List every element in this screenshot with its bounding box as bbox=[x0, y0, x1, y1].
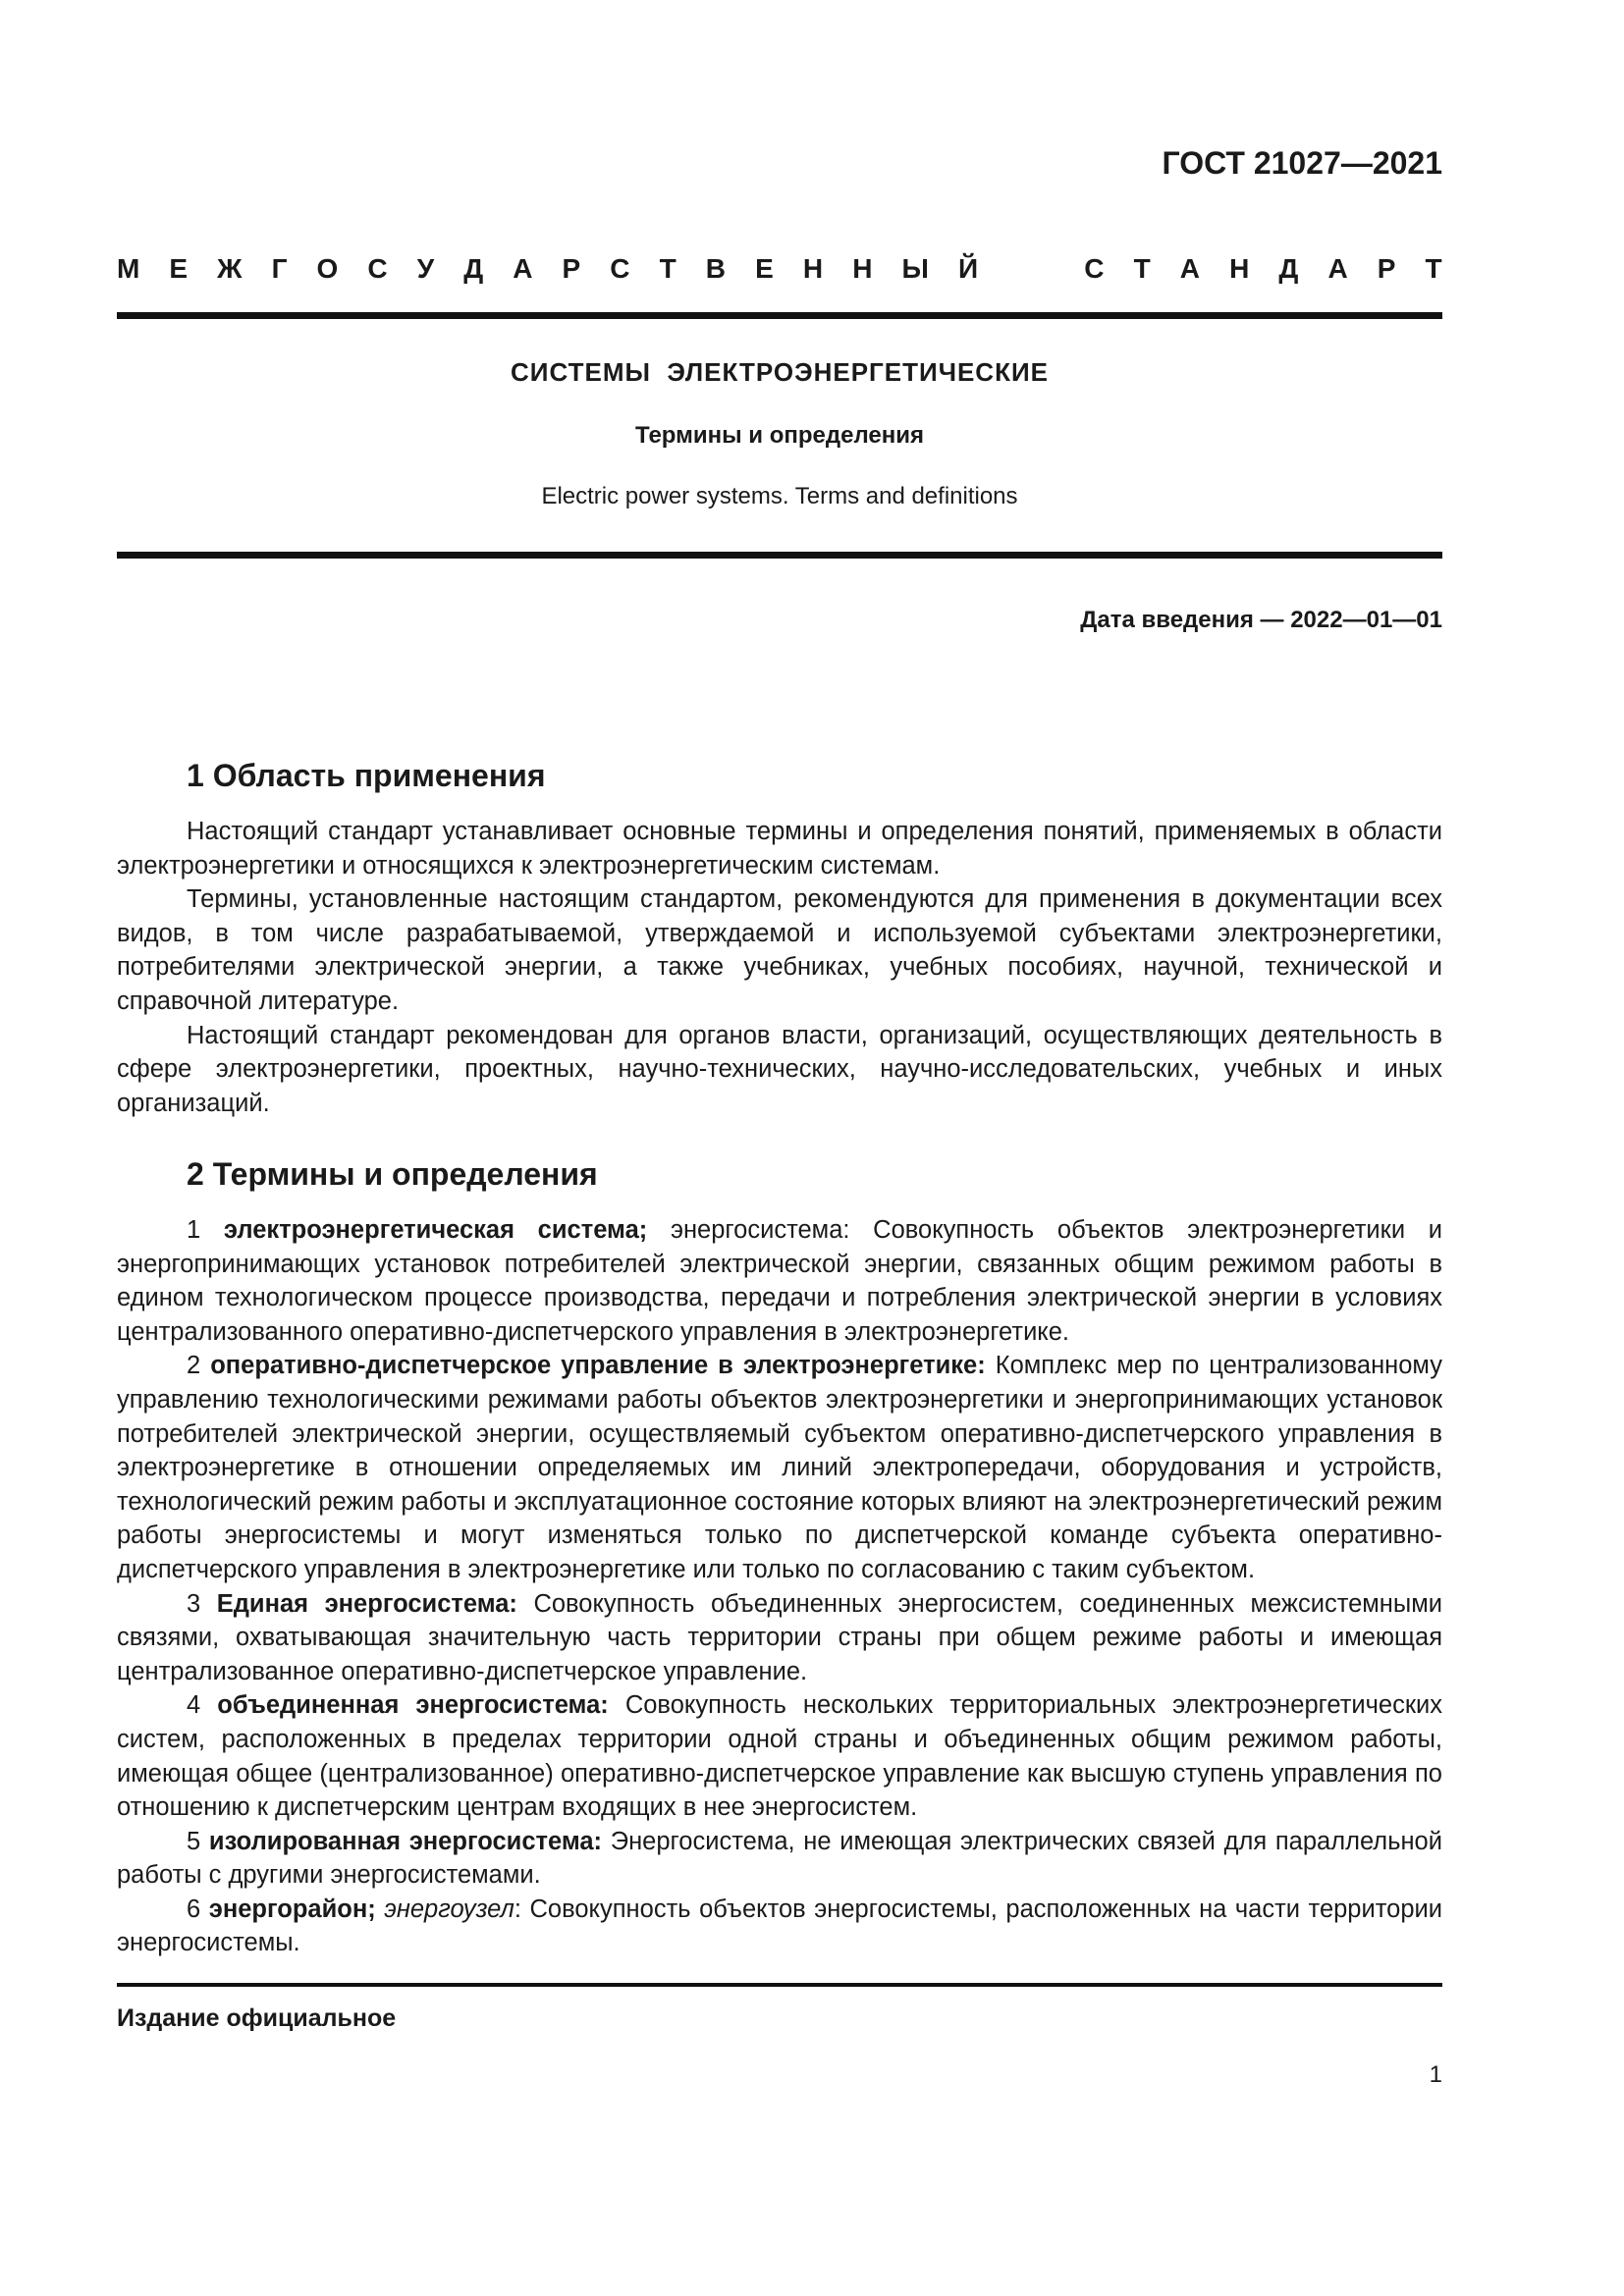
standard-kind-letter: Н bbox=[802, 253, 824, 284]
term-entry bbox=[117, 1213, 1442, 1349]
term-name: изолированная энергосистема: bbox=[208, 1827, 603, 1855]
term-entry bbox=[117, 1688, 1442, 1824]
standard-kind-letter: Т bbox=[1133, 253, 1151, 284]
standard-kind-letter: Р bbox=[562, 253, 581, 284]
standard-kind-letter: Р bbox=[1377, 253, 1396, 284]
section-1-body bbox=[117, 815, 1442, 1120]
standard-kind-letter: Д bbox=[1278, 253, 1299, 284]
term-definition: Совокупность нескольких территориальных электроэнергетических систем, расположенных в пределах территории одной страны и объединенных общим режимом работы, имеющая общее (централизованное) оперативно-диспетчерское управление как высшую ступень управления по отношению к диспетчерским центрам входящих в нее энергосистем. bbox=[117, 1691, 1442, 1822]
term-number: 1 bbox=[187, 1216, 224, 1244]
section-1-heading: 1 Область применения bbox=[187, 758, 546, 793]
standard-kind-letter: А bbox=[1327, 253, 1348, 284]
standard-kind-letter: Ы bbox=[901, 253, 929, 284]
term-number: 3 bbox=[187, 1589, 217, 1618]
footer-rule bbox=[117, 1983, 1442, 1987]
title-rule bbox=[117, 552, 1442, 559]
term-name: объединенная энергосистема: bbox=[217, 1691, 609, 1720]
standard-kind-letter: О bbox=[316, 253, 339, 284]
standard-kind-letter: С bbox=[1084, 253, 1105, 284]
standard-kind-letter: Т bbox=[659, 253, 677, 284]
standard-kind-letter: Г bbox=[271, 253, 288, 284]
document-title-english: Electric power systems. Terms and definitions bbox=[541, 483, 1018, 509]
document-subtitle: Термины и определения bbox=[634, 422, 925, 449]
standard-kind-letter: С bbox=[610, 253, 630, 284]
document-title: СИСТЕМЫ ЭЛЕКТРОЭНЕРГЕТИЧЕСКИЕ bbox=[511, 357, 1049, 387]
standard-kind-letter: Н bbox=[1229, 253, 1250, 284]
term-definition: Совокупность объединенных энергосистем, соединенных межсистемными связями, охватывающая значительную часть территории страны при общем режиме работы и имеющая централизованное оперативно-диспетчерское управление. bbox=[117, 1589, 1442, 1685]
term-number: 4 bbox=[187, 1691, 218, 1720]
term-synonym: энергоузел bbox=[375, 1895, 514, 1923]
term-entry bbox=[117, 1587, 1442, 1689]
standard-kind-letter: М bbox=[117, 253, 140, 284]
term-definition: Комплекс мер по централизованному управлению технологическими режимами работы объектов электроэнергетики и энергопринимающих установок потребителей электрической энергии, осуществляемый субъектом оперативно-диспетчерского управления в электроэнергетике в отношении определяемых им линий электропередачи, оборудования и устройств, технологический режим работы и эксплуатационное состояние которых влияют на электроэнергетический режим работы энергосистемы и могут изменяться только по диспетчерской команде субъекта оперативно-диспетчерского управления в электроэнергетике или только по согласованию с таким субъектом. bbox=[117, 1352, 1442, 1583]
section-2-body bbox=[117, 1213, 1442, 1960]
term-entry bbox=[117, 1893, 1442, 1960]
standard-kind-letter: У bbox=[416, 253, 435, 284]
term-entry bbox=[117, 1825, 1442, 1893]
standard-kind-letter: Е bbox=[755, 253, 774, 284]
standard-kind-letter: А bbox=[1179, 253, 1201, 284]
header-rule bbox=[117, 312, 1442, 319]
term-name: энергорайон; bbox=[208, 1895, 376, 1923]
standard-kind-letter: Д bbox=[463, 253, 484, 284]
term-number: 5 bbox=[187, 1827, 209, 1855]
term-number: 6 bbox=[187, 1895, 209, 1923]
term-number: 2 bbox=[187, 1352, 211, 1380]
term-definition: : Совокупность объектов электроэнергетики и энергопринимающих установок потребителей электрической энергии, связанных общим режимом работы в едином технологическом процессе производства, передачи и потребления электрической энергии в условиях централизованного оперативно-диспетчерского управления в электроэнергетике. bbox=[117, 1216, 1443, 1346]
standard-kind bbox=[117, 253, 1442, 285]
section-2-heading: 2 Термины и определения bbox=[187, 1156, 598, 1192]
intro-date: Дата введения — 2022—01—01 bbox=[1080, 607, 1442, 633]
standard-kind-letter: Н bbox=[852, 253, 873, 284]
term-definition: : Совокупность объектов энергосистемы, расположенных на части территории энергосистемы. bbox=[117, 1895, 1442, 1957]
standard-kind-letter: Е bbox=[169, 253, 189, 284]
page-number: 1 bbox=[1429, 2061, 1442, 2088]
edition-label: Издание официальное bbox=[117, 2004, 397, 2032]
standard-kind-letter: А bbox=[513, 253, 533, 284]
paragraph: Термины, установленные настоящим стандартом, рекомендуются для применения в документации всех видов, в том числе разрабатываемой, утверждаемой и используемой субъектами электроэнергетики, потребителями электрической энергии, а также учебниках, учебных пособиях, научной, технической и справочной литературе. bbox=[117, 885, 1442, 1015]
term-entry bbox=[117, 1349, 1442, 1586]
term-name: электроэнергетическая система; bbox=[223, 1216, 648, 1244]
term-name: оперативно-диспетчерское управление в электроэнергетике: bbox=[210, 1352, 986, 1380]
term-synonym: энергосистема bbox=[647, 1216, 843, 1244]
word-gap bbox=[1007, 253, 1055, 285]
standard-kind-letter: Ж bbox=[217, 253, 243, 284]
standard-kind-letter: В bbox=[705, 253, 727, 284]
standard-kind-letter: Т bbox=[1425, 253, 1442, 284]
term-name: Единая энергосистема: bbox=[216, 1589, 517, 1618]
standard-kind-letter: Й bbox=[958, 253, 979, 284]
term-definition: Энергосистема, не имеющая электрических связей для параллельной работы с другими энергосистемами. bbox=[117, 1827, 1442, 1890]
paragraph: Настоящий стандарт устанавливает основные термины и определения понятий, применяемых в области электроэнергетики и относящихся к электроэнергетическим системам. bbox=[117, 818, 1442, 880]
paragraph: Настоящий стандарт рекомендован для органов власти, организаций, осуществляющих деятельность в сфере электроэнергетики, проектных, научно-технических, научно-исследовательских, учебных и иных организаций. bbox=[117, 1021, 1442, 1117]
standard-kind-letter: С bbox=[367, 253, 388, 284]
standard-number: ГОСТ 21027—2021 bbox=[1162, 145, 1442, 181]
